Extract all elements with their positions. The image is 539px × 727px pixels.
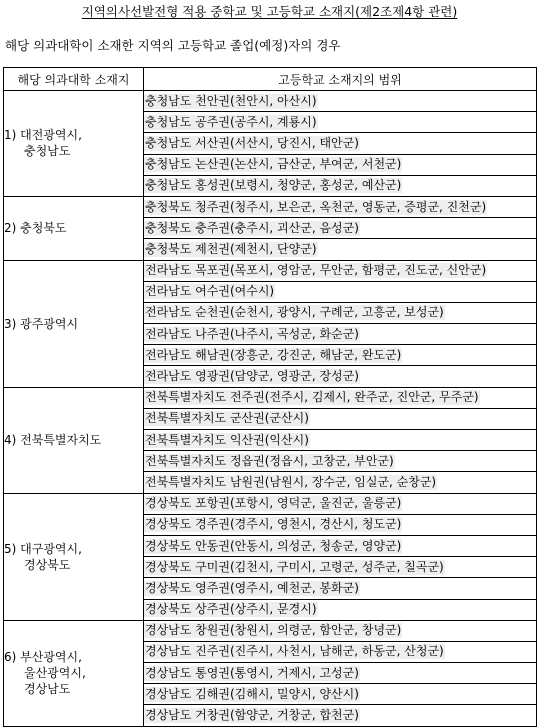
area-cell: [144, 430, 537, 451]
area-label: 전라남도 목포권(목포시, 영암군, 무안군, 함평군, 진도군, 신안군): [145, 263, 487, 278]
area-cell: [144, 196, 537, 217]
table-header-row: [4, 68, 537, 91]
area-label: 전북특별자치도 익산권(익산시): [145, 432, 309, 447]
region-label: 울산광역시,: [24, 666, 86, 681]
table-body: [4, 91, 537, 727]
area-cell: [144, 599, 537, 620]
area-label: 충청남도 논산권(논산시, 금산군, 부여군, 서천군): [145, 157, 402, 172]
area-label: 전라남도 해남권(장흥군, 강진군, 해남군, 완도군): [145, 347, 402, 362]
area-cell: [144, 302, 537, 323]
area-label: 충청남도 서산권(서산시, 당진시, 태안군): [145, 135, 359, 150]
region-label: 경상남도: [24, 682, 71, 697]
area-label: 경상북도 포항권(포항시, 영덕군, 울진군, 울릉군): [145, 496, 402, 511]
region-label: 경상북도: [24, 557, 71, 572]
area-label: 전북특별자치도 정읍권(정읍시, 고창군, 부안군): [145, 453, 394, 468]
area-label: 충청남도 공주권(공주시, 계룡시): [145, 114, 317, 129]
area-label: 전북특별자치도 남원권(남원시, 장수군, 임실군, 순창군): [145, 474, 437, 489]
area-cell: [144, 218, 537, 239]
area-label: 경상남도 거창권(함양군, 거창군, 합천군): [145, 708, 359, 723]
page-title-text: 지역의사선발전형 적용 중학교 및 고등학교 소재지(제2조제4항 관련): [81, 4, 458, 19]
area-label: 경상남도 창원권(창원시, 의령군, 함안군, 창녕군): [145, 623, 402, 638]
area-cell: [144, 535, 537, 556]
subtitle: 해당 의과대학이 소재한 지역의 고등학교 졸업(예정)자의 경우: [5, 38, 341, 53]
area-cell: [144, 663, 537, 684]
area-cell: [144, 175, 537, 196]
area-cell: [144, 281, 537, 302]
area-label: 충청북도 충주권(충주시, 괴산군, 음성군): [145, 220, 359, 235]
region-cell: [4, 196, 144, 260]
region-cell: [4, 387, 144, 493]
area-cell: [144, 684, 537, 705]
area-label: 전라남도 영광권(담양군, 영광군, 장성군): [145, 369, 359, 384]
area-label: 경상북도 영주권(영주시, 예천군, 봉화군): [145, 580, 359, 595]
region-label: 1) 대전광역시,: [4, 128, 82, 143]
region-cell: [4, 493, 144, 620]
region-table: [3, 67, 537, 727]
area-label: 충청북도 제천권(제천시, 단양군): [145, 241, 317, 256]
area-label: 경상북도 상주권(상주시, 문경시): [145, 602, 317, 617]
area-cell: [144, 112, 537, 133]
area-cell: [144, 91, 537, 112]
area-label: 경상남도 통영권(통영시, 거제시, 고성군): [145, 665, 359, 680]
area-label: 충청남도 홍성권(보령시, 청양군, 홍성군, 예산군): [145, 178, 402, 193]
region-label: 3) 광주광역시: [4, 316, 79, 331]
area-cell: [144, 472, 537, 493]
area-label: 전북특별자치도 전주권(전주시, 김제시, 완주군, 진안군, 무주군): [145, 390, 479, 405]
area-cell: [144, 451, 537, 472]
region-label: 충청남도: [24, 144, 71, 159]
area-cell: [144, 578, 537, 599]
table-row: [4, 493, 537, 514]
region-label: 6) 부산광역시,: [4, 650, 82, 665]
region-label: 4) 전북특별자치도: [4, 433, 102, 448]
area-label: 전라남도 순천권(순천시, 광양시, 구례군, 고흥군, 보성군): [145, 305, 444, 320]
page-title: [0, 4, 539, 20]
area-cell: [144, 239, 537, 260]
area-cell: [144, 641, 537, 662]
area-cell: [144, 408, 537, 429]
area-cell: [144, 705, 537, 726]
table-row: [4, 260, 537, 281]
area-label: 경상북도 안동권(안동시, 의성군, 청송군, 영양군): [145, 538, 402, 553]
table-row: [4, 91, 537, 112]
area-cell: [144, 154, 537, 175]
area-cell: [144, 514, 537, 535]
area-label: 충청북도 청주권(청주시, 보은군, 옥천군, 영동군, 증평군, 진천군): [145, 199, 487, 214]
area-label: 전라남도 나주권(나주시, 곡성군, 화순군): [145, 326, 359, 341]
area-cell: [144, 366, 537, 387]
area-cell: [144, 324, 537, 345]
area-cell: [144, 345, 537, 366]
table-row: [4, 620, 537, 641]
area-label: 경상남도 김해권(김해시, 밀양시, 양산시): [145, 686, 359, 701]
area-cell: [144, 493, 537, 514]
table-row: [4, 196, 537, 217]
region-label: 5) 대구광역시,: [4, 541, 82, 556]
area-label: 전북특별자치도 군산권(군산시): [145, 411, 309, 426]
area-label: 경상남도 진주권(진주시, 사천시, 남해군, 하동군, 산청군): [145, 644, 444, 659]
area-cell: [144, 557, 537, 578]
area-label: 충청남도 천안권(천안시, 아산시): [145, 93, 317, 108]
area-cell: [144, 387, 537, 408]
header-college-location: 해당 의과대학 소재지: [4, 68, 144, 91]
region-cell: [4, 620, 144, 726]
area-label: 경상북도 구미권(김천시, 구미시, 고령군, 성주군, 칠곡군): [145, 559, 444, 574]
area-cell: [144, 133, 537, 154]
area-cell: [144, 260, 537, 281]
header-school-range: 고등학교 소재지의 범위: [144, 68, 537, 91]
region-cell: [4, 260, 144, 387]
region-cell: [4, 91, 144, 197]
area-label: 경상북도 경주권(경주시, 영천시, 경산시, 청도군): [145, 517, 402, 532]
table-row: [4, 387, 537, 408]
area-cell: [144, 620, 537, 641]
area-label: 전라남도 여수권(여수시): [145, 284, 275, 299]
region-label: 2) 충청북도: [4, 221, 67, 236]
